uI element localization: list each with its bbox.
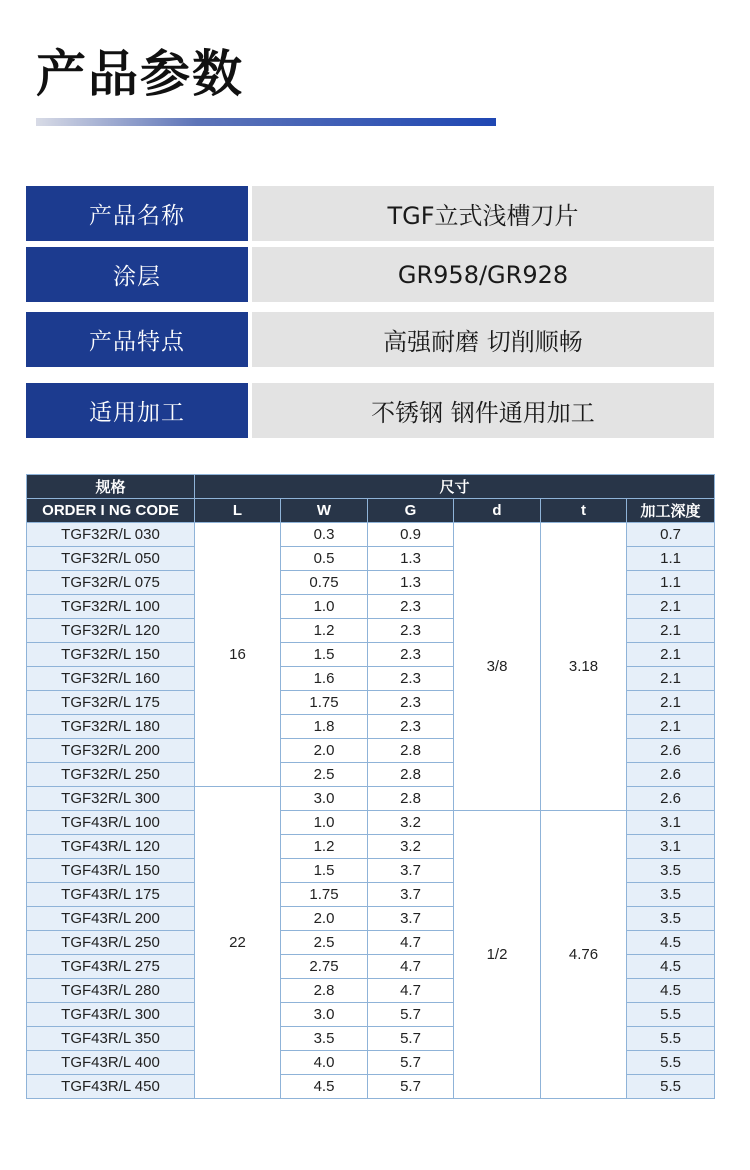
cell-code: TGF32R/L 150 <box>27 643 195 667</box>
cell-depth: 2.1 <box>627 643 715 667</box>
cell-W: 1.2 <box>281 835 368 859</box>
cell-L: 16 <box>195 523 281 787</box>
cell-depth: 5.5 <box>627 1051 715 1075</box>
cell-depth: 2.6 <box>627 787 715 811</box>
cell-code: TGF43R/L 100 <box>27 811 195 835</box>
cell-depth: 3.1 <box>627 811 715 835</box>
cell-code: TGF43R/L 275 <box>27 955 195 979</box>
info-label: 涂层 <box>26 247 248 302</box>
header-spec: 规格 <box>27 475 195 499</box>
header-t: t <box>541 499 627 523</box>
cell-code: TGF43R/L 400 <box>27 1051 195 1075</box>
cell-d: 3/8 <box>454 523 541 811</box>
table-row <box>27 523 715 547</box>
cell-depth: 2.1 <box>627 595 715 619</box>
header-d: d <box>454 499 541 523</box>
cell-depth: 5.5 <box>627 1075 715 1099</box>
cell-code: TGF32R/L 250 <box>27 763 195 787</box>
cell-W: 3.0 <box>281 787 368 811</box>
cell-G: 2.8 <box>368 763 454 787</box>
cell-G: 0.9 <box>368 523 454 547</box>
cell-depth: 1.1 <box>627 547 715 571</box>
cell-depth: 3.1 <box>627 835 715 859</box>
info-label: 产品名称 <box>26 186 248 241</box>
cell-G: 4.7 <box>368 931 454 955</box>
cell-depth: 2.1 <box>627 691 715 715</box>
cell-code: TGF43R/L 200 <box>27 907 195 931</box>
cell-G: 5.7 <box>368 1051 454 1075</box>
cell-depth: 2.1 <box>627 667 715 691</box>
cell-W: 3.5 <box>281 1027 368 1051</box>
cell-G: 5.7 <box>368 1027 454 1051</box>
cell-W: 2.0 <box>281 739 368 763</box>
cell-depth: 3.5 <box>627 907 715 931</box>
cell-W: 2.5 <box>281 931 368 955</box>
cell-depth: 2.1 <box>627 619 715 643</box>
cell-depth: 3.5 <box>627 883 715 907</box>
header-L: L <box>195 499 281 523</box>
cell-G: 2.3 <box>368 715 454 739</box>
cell-G: 2.8 <box>368 739 454 763</box>
cell-W: 2.0 <box>281 907 368 931</box>
cell-L: 22 <box>195 787 281 1099</box>
cell-depth: 0.7 <box>627 523 715 547</box>
info-value: 不锈钢 钢件通用加工 <box>252 383 714 438</box>
cell-code: TGF32R/L 030 <box>27 523 195 547</box>
cell-code: TGF43R/L 300 <box>27 1003 195 1027</box>
header-size: 尺寸 <box>195 475 715 499</box>
cell-code: TGF32R/L 175 <box>27 691 195 715</box>
cell-W: 0.5 <box>281 547 368 571</box>
cell-W: 1.0 <box>281 595 368 619</box>
cell-G: 3.2 <box>368 811 454 835</box>
cell-W: 1.5 <box>281 643 368 667</box>
cell-G: 2.3 <box>368 667 454 691</box>
info-value: GR958/GR928 <box>252 247 714 302</box>
cell-code: TGF43R/L 175 <box>27 883 195 907</box>
cell-G: 2.3 <box>368 595 454 619</box>
cell-G: 1.3 <box>368 547 454 571</box>
cell-code: TGF43R/L 450 <box>27 1075 195 1099</box>
cell-W: 0.3 <box>281 523 368 547</box>
cell-W: 4.0 <box>281 1051 368 1075</box>
info-label: 产品特点 <box>26 312 248 367</box>
header-code: ORDER I NG CODE <box>27 499 195 523</box>
cell-G: 5.7 <box>368 1003 454 1027</box>
cell-G: 2.3 <box>368 691 454 715</box>
cell-code: TGF43R/L 150 <box>27 859 195 883</box>
cell-code: TGF32R/L 050 <box>27 547 195 571</box>
cell-W: 1.5 <box>281 859 368 883</box>
cell-W: 1.75 <box>281 883 368 907</box>
header-W: W <box>281 499 368 523</box>
cell-G: 3.7 <box>368 907 454 931</box>
cell-code: TGF32R/L 120 <box>27 619 195 643</box>
table-row <box>27 811 715 835</box>
cell-G: 3.7 <box>368 859 454 883</box>
cell-W: 4.5 <box>281 1075 368 1099</box>
cell-W: 2.8 <box>281 979 368 1003</box>
cell-G: 1.3 <box>368 571 454 595</box>
cell-code: TGF32R/L 300 <box>27 787 195 811</box>
cell-depth: 4.5 <box>627 955 715 979</box>
cell-W: 3.0 <box>281 1003 368 1027</box>
info-row-coating <box>26 247 714 302</box>
cell-code: TGF43R/L 120 <box>27 835 195 859</box>
cell-depth: 3.5 <box>627 859 715 883</box>
cell-W: 1.75 <box>281 691 368 715</box>
cell-G: 2.3 <box>368 619 454 643</box>
header-G: G <box>368 499 454 523</box>
cell-W: 2.5 <box>281 763 368 787</box>
cell-G: 3.7 <box>368 883 454 907</box>
cell-depth: 5.5 <box>627 1027 715 1051</box>
cell-G: 4.7 <box>368 979 454 1003</box>
cell-code: TGF32R/L 075 <box>27 571 195 595</box>
cell-G: 2.3 <box>368 643 454 667</box>
cell-W: 1.0 <box>281 811 368 835</box>
cell-depth: 2.1 <box>627 715 715 739</box>
cell-code: TGF43R/L 350 <box>27 1027 195 1051</box>
cell-d: 1/2 <box>454 811 541 1099</box>
cell-depth: 4.5 <box>627 979 715 1003</box>
cell-depth: 4.5 <box>627 931 715 955</box>
cell-W: 0.75 <box>281 571 368 595</box>
cell-code: TGF32R/L 160 <box>27 667 195 691</box>
cell-t: 3.18 <box>541 523 627 811</box>
cell-G: 4.7 <box>368 955 454 979</box>
cell-code: TGF32R/L 100 <box>27 595 195 619</box>
cell-W: 1.6 <box>281 667 368 691</box>
info-value: 高强耐磨 切削顺畅 <box>252 312 714 367</box>
cell-code: TGF43R/L 250 <box>27 931 195 955</box>
cell-G: 3.2 <box>368 835 454 859</box>
cell-W: 2.75 <box>281 955 368 979</box>
title-underline <box>36 118 496 126</box>
cell-t: 4.76 <box>541 811 627 1099</box>
cell-depth: 1.1 <box>627 571 715 595</box>
spec-table <box>26 474 715 1099</box>
cell-code: TGF32R/L 200 <box>27 739 195 763</box>
cell-depth: 2.6 <box>627 763 715 787</box>
cell-depth: 2.6 <box>627 739 715 763</box>
cell-G: 2.8 <box>368 787 454 811</box>
cell-W: 1.2 <box>281 619 368 643</box>
info-value: TGF立式浅槽刀片 <box>252 186 714 241</box>
info-row-application <box>26 383 714 438</box>
cell-depth: 5.5 <box>627 1003 715 1027</box>
cell-code: TGF32R/L 180 <box>27 715 195 739</box>
cell-code: TGF43R/L 280 <box>27 979 195 1003</box>
info-row-name <box>26 186 714 241</box>
page-title: 产品参数 <box>36 45 244 103</box>
header-depth: 加工深度 <box>627 499 715 523</box>
info-row-features <box>26 312 714 367</box>
cell-W: 1.8 <box>281 715 368 739</box>
info-label: 适用加工 <box>26 383 248 438</box>
cell-G: 5.7 <box>368 1075 454 1099</box>
